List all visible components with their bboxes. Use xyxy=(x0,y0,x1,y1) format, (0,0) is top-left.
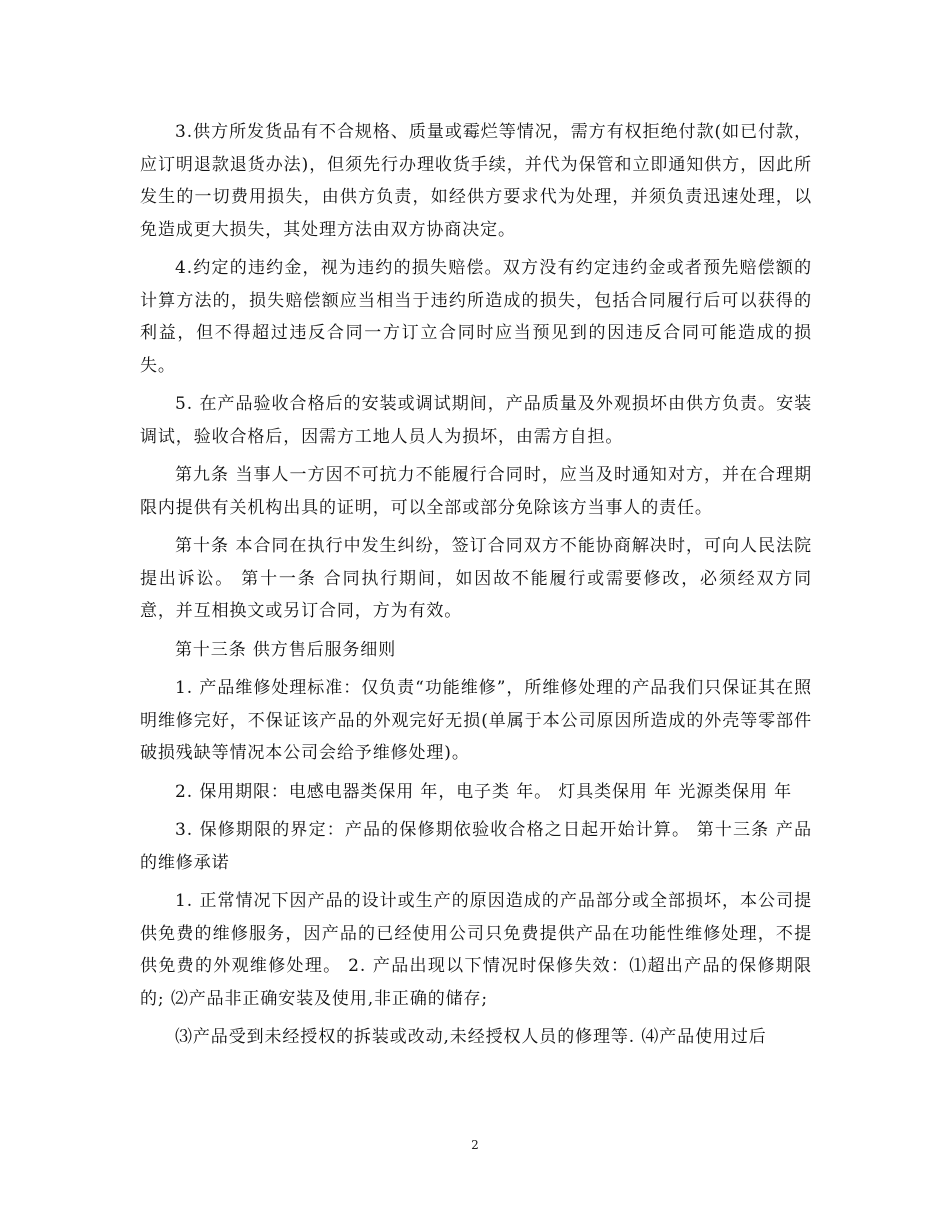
heading-article-13-after-sales: 第十三条 供方售后服务细则 xyxy=(175,639,397,660)
paragraph-warranty-definition: 3. 保修期限的界定：产品的保修期依验收合格之日起开始计算。 第十三条 产品的维修承诺 xyxy=(140,820,812,873)
paragraph-warranty-period: 2. 保用期限：电感电器类保用 年，电子类 年。 灯具类保用 年 光源类保用 年 xyxy=(175,781,793,802)
paragraph-article-9-force-majeure: 第九条 当事人一方因不可抗力不能履行合同时，应当及时通知对方，并在合理期限内提供有关机构出具的证明，可以全部或部分免除该方当事人的责任。 xyxy=(140,465,812,518)
page-number: 2 xyxy=(471,1138,479,1152)
document-body xyxy=(140,116,812,1060)
paragraph-article-10-disputes: 第十条 本合同在执行中发生纠纷，签订合同双方不能协商解决时，可向人民法院提出诉讼。 第十一条 合同执行期间，如因故不能履行或需要修改，必须经双方同意，并互相换文或另订合同，方为有效。 xyxy=(140,536,812,621)
paragraph-clause-4-liquidated-damages: 4.约定的违约金，视为违约的损失赔偿。双方没有约定违约金或者预先赔偿额的计算方法的，损失赔偿额应当相当于违约所造成的损失，包括合同履行后可以获得的利益，但不得超过违反合同一方订立合同时应当预见到的因违反合同可能造成的损失。 xyxy=(140,258,812,376)
paragraph-clause-3-defective-goods: 3.供方所发货品有不合规格、质量或霉烂等情况，需方有权拒绝付款(如已付款，应订明退款退货办法)，但须先行办理收货手续，并代为保管和立即通知供方，因此所发生的一切费用损失，由供方负责，如经供方要求代为处理，并须负责迅速处理，以免造成更大损失，其处理方法由双方协商决定。 xyxy=(140,122,812,240)
paragraph-clause-5-installation: 5. 在产品验收合格后的安装或调试期间，产品质量及外观损坏由供方负责。安装调试，验收合格后，因需方工地人员人为损坏，由需方自担。 xyxy=(140,394,812,447)
paragraph-repair-commitment: 1. 正常情况下因产品的设计或生产的原因造成的产品部分或全部损坏，本公司提供免费的维修服务，因产品的已经使用公司只免费提供产品在功能性维修处理，不提供免费的外观维修处理。 2. 产品出现以下情况时保修失效：⑴超出产品的保修期限的; ⑵产品非正确安装及使用,非正确的储存; xyxy=(140,891,812,1009)
paragraph-warranty-exclusions: ⑶产品受到未经授权的拆装或改动,未经授权人员的修理等. ⑷产品使用过后 xyxy=(175,1027,767,1047)
paragraph-repair-standard: 1. 产品维修处理标准：仅负责“功能维修”，所维修处理的产品我们只保证其在照明维修完好，不保证该产品的外观完好无损(单属于本公司原因所造成的外壳等零部件破损残缺等情况本公司会给予维修处理)。 xyxy=(140,678,812,763)
